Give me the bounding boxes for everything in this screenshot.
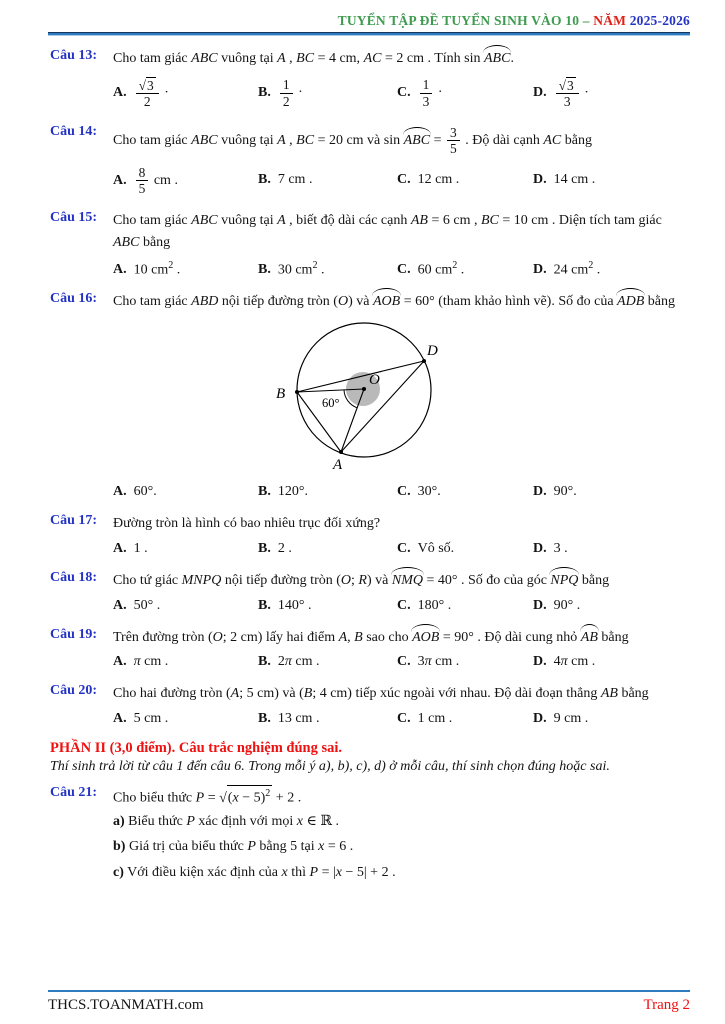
point-a <box>339 450 343 454</box>
option-letter: A. <box>113 262 127 278</box>
question-text: Cho hai đường tròn (A; 5 cm) và (B; 4 cm) tiếp xúc ngoài với nhau. Độ dài đoạn thẳng AB bằng <box>113 686 649 702</box>
option-letter: B. <box>258 172 271 188</box>
options-row <box>113 598 690 614</box>
question-text: Cho biểu thức $P = √(x - 5)^2 + 2$ . <box>113 785 690 809</box>
question-text: Cho tam giác ABD nội tiếp đường tròn (O) và AOB = 60° (tham khảo hình vẽ). Số đo của ADB bằng <box>113 291 690 313</box>
option-letter: C. <box>397 262 411 278</box>
options-row <box>113 260 690 279</box>
option-b: B. 120°. <box>258 484 308 500</box>
statement-a: a) Biểu thức P xác định với mọi x ∈ ℝ . <box>113 814 339 830</box>
question-16 <box>50 291 690 500</box>
circle-diagram <box>270 317 500 473</box>
questions-part1 <box>50 48 690 727</box>
option-letter: B. <box>258 484 271 500</box>
question-number: Câu 18: <box>50 569 98 585</box>
header-title-red: NĂM <box>593 13 627 28</box>
option-letter: D. <box>533 597 547 613</box>
question-number: Câu 21: <box>50 784 98 800</box>
page-footer <box>48 990 690 1014</box>
option-a: A. π cm . <box>113 654 169 670</box>
statement-b: b) Giá trị của biểu thức P bằng 5 tại x = 6 . <box>113 839 354 855</box>
header-title-green: TUYỂN TẬP ĐỀ TUYỂN SINH VÀO 10 – <box>337 13 594 28</box>
question-19 <box>50 627 690 671</box>
exam-content <box>0 36 725 885</box>
question-13 <box>50 48 690 111</box>
option-b: B. 140° . <box>258 597 312 613</box>
option-letter: D. <box>533 262 547 278</box>
option-d: D. 9 cm . <box>533 710 589 726</box>
option-a: A. 5 cm . <box>113 710 169 726</box>
angle-value: 60° <box>322 396 340 411</box>
question-number: Câu 15: <box>50 210 98 226</box>
option-letter: C. <box>397 710 411 726</box>
option-d: D. 3 . <box>533 540 568 556</box>
option-c: C. 30°. <box>397 484 441 500</box>
option-letter: B. <box>258 597 271 613</box>
option-letter: A. <box>113 172 127 188</box>
option-a: A. $\frac{8}{5}$ cm . <box>113 164 178 196</box>
option-c: C. 3π cm . <box>397 654 460 670</box>
question-number: Câu 13: <box>50 48 98 63</box>
statement-c: c) Với điều kiện xác định của x thì P = |x − 5| + 2 . <box>113 864 396 880</box>
option-letter: D. <box>533 172 547 188</box>
question-text: Cho tam giác ABC vuông tại A , BC = 20 cm và sin ABC = $\frac{3}{5}$ . Độ dài cạnh AC bằng <box>113 124 592 157</box>
option-a: A. 10 $cm^2$ . <box>113 259 181 278</box>
question-21 <box>50 785 690 885</box>
label-o: O <box>369 372 380 389</box>
label-a: A <box>333 457 343 474</box>
page-header <box>0 0 725 29</box>
option-b: B. $\frac{1}{2}$ · <box>258 77 303 109</box>
footer-page-number: Trang 2 <box>643 997 690 1013</box>
label-b: B <box>276 386 286 403</box>
point-d <box>422 359 426 363</box>
option-letter: A. <box>113 710 127 726</box>
label-d: D <box>427 343 438 360</box>
part2-note: Thí sinh trả lời từ câu 1 đến câu 6. Trong mỗi ý a), b), c), d) ở mỗi câu, thí sinh chọn đúng hoặc sai. <box>50 758 610 774</box>
questions-part2 <box>50 785 690 885</box>
options-row <box>113 164 690 198</box>
option-letter: D. <box>533 484 547 500</box>
option-a: A. $\frac{√3}{2}$ · <box>113 77 169 110</box>
option-letter: A. <box>113 484 127 500</box>
option-letter: C. <box>397 172 411 188</box>
question-number: Câu 19: <box>50 626 98 642</box>
question-number: Câu 14: <box>50 123 98 139</box>
question-number: Câu 17: <box>50 513 98 529</box>
option-c: C. 60 $cm^2$ . <box>397 259 465 278</box>
circle-figure <box>270 317 690 478</box>
option-d: D. 90°. <box>533 484 577 500</box>
option-b: B. 2 . <box>258 540 292 556</box>
option-letter: A. <box>113 540 127 556</box>
option-letter: C. <box>397 540 411 556</box>
option-b: B. 30 $cm^2$ . <box>258 259 325 278</box>
question-text: Đường tròn là hình có bao nhiêu trục đối xứng? <box>113 516 381 532</box>
option-a: A. 1 . <box>113 540 148 556</box>
question-14 <box>50 124 690 198</box>
header-title-year: 2025-2026 <box>626 13 690 28</box>
option-letter: C. <box>397 654 411 670</box>
question-text: Cho tam giác ABC vuông tại A , biết độ dài các cạnh AB = 6 cm , BC = 10 cm . Diện tích tam giác ABC bằng <box>113 213 662 251</box>
option-letter: A. <box>113 654 127 670</box>
option-letter: D. <box>533 654 547 670</box>
option-c: C. 12 cm . <box>397 172 460 188</box>
question-20 <box>50 683 690 727</box>
question-18 <box>50 570 690 614</box>
option-letter: D. <box>533 85 547 101</box>
option-b: B. 7 cm . <box>258 172 313 188</box>
option-letter: B. <box>258 262 271 278</box>
options-row <box>113 711 690 727</box>
option-d: D. $\frac{√3}{3}$ · <box>533 77 589 110</box>
question-text: Trên đường tròn (O; 2 cm) lấy hai điểm A, B sao cho AOB = 90° . Độ dài cung nhỏ AB bằng <box>113 627 690 649</box>
point-o <box>362 387 366 391</box>
footer-site: THCS.TOANMATH.com <box>48 997 204 1013</box>
option-letter: B. <box>258 654 271 670</box>
option-d: D. 4π cm . <box>533 654 596 670</box>
option-b: B. 2π cm . <box>258 654 320 670</box>
option-b: B. 13 cm . <box>258 710 320 726</box>
option-letter: A. <box>113 85 127 101</box>
option-letter: A. <box>113 597 127 613</box>
option-c: C. 180° . <box>397 597 452 613</box>
option-letter: D. <box>533 540 547 556</box>
question-number: Câu 20: <box>50 683 98 699</box>
option-letter: C. <box>397 484 411 500</box>
option-c: C. Vô số. <box>397 540 455 556</box>
point-b <box>295 390 299 394</box>
question-text: Cho tam giác ABC vuông tại A , BC = 4 cm, AC = 2 cm . Tính sin ABC. <box>113 48 690 70</box>
options-row <box>113 541 690 557</box>
options-row <box>113 654 690 670</box>
options-row <box>113 484 690 500</box>
option-letter: B. <box>258 710 271 726</box>
option-c: C. $\frac{1}{3}$ · <box>397 77 443 109</box>
option-d: D. 14 cm . <box>533 172 596 188</box>
option-c: C. 1 cm . <box>397 710 453 726</box>
options-row <box>113 76 690 111</box>
question-text: Cho tứ giác MNPQ nội tiếp đường tròn (O; R) và NMQ = 40° . Số đo của góc NPQ bằng <box>113 570 690 592</box>
question-number: Câu 16: <box>50 291 98 307</box>
part2-heading: PHẦN II (3,0 điểm). Câu trắc nghiệm đúng sai. <box>50 739 343 756</box>
option-d: D. 90° . <box>533 597 581 613</box>
option-a: A. 60°. <box>113 484 157 500</box>
option-letter: D. <box>533 710 547 726</box>
option-letter: C. <box>397 597 411 613</box>
question-17 <box>50 513 690 557</box>
option-letter: B. <box>258 540 271 556</box>
option-a: A. 50° . <box>113 597 161 613</box>
option-letter: B. <box>258 85 271 101</box>
option-letter: C. <box>397 85 411 101</box>
question-15 <box>50 210 690 278</box>
option-d: D. 24 $cm^2$ . <box>533 259 601 278</box>
